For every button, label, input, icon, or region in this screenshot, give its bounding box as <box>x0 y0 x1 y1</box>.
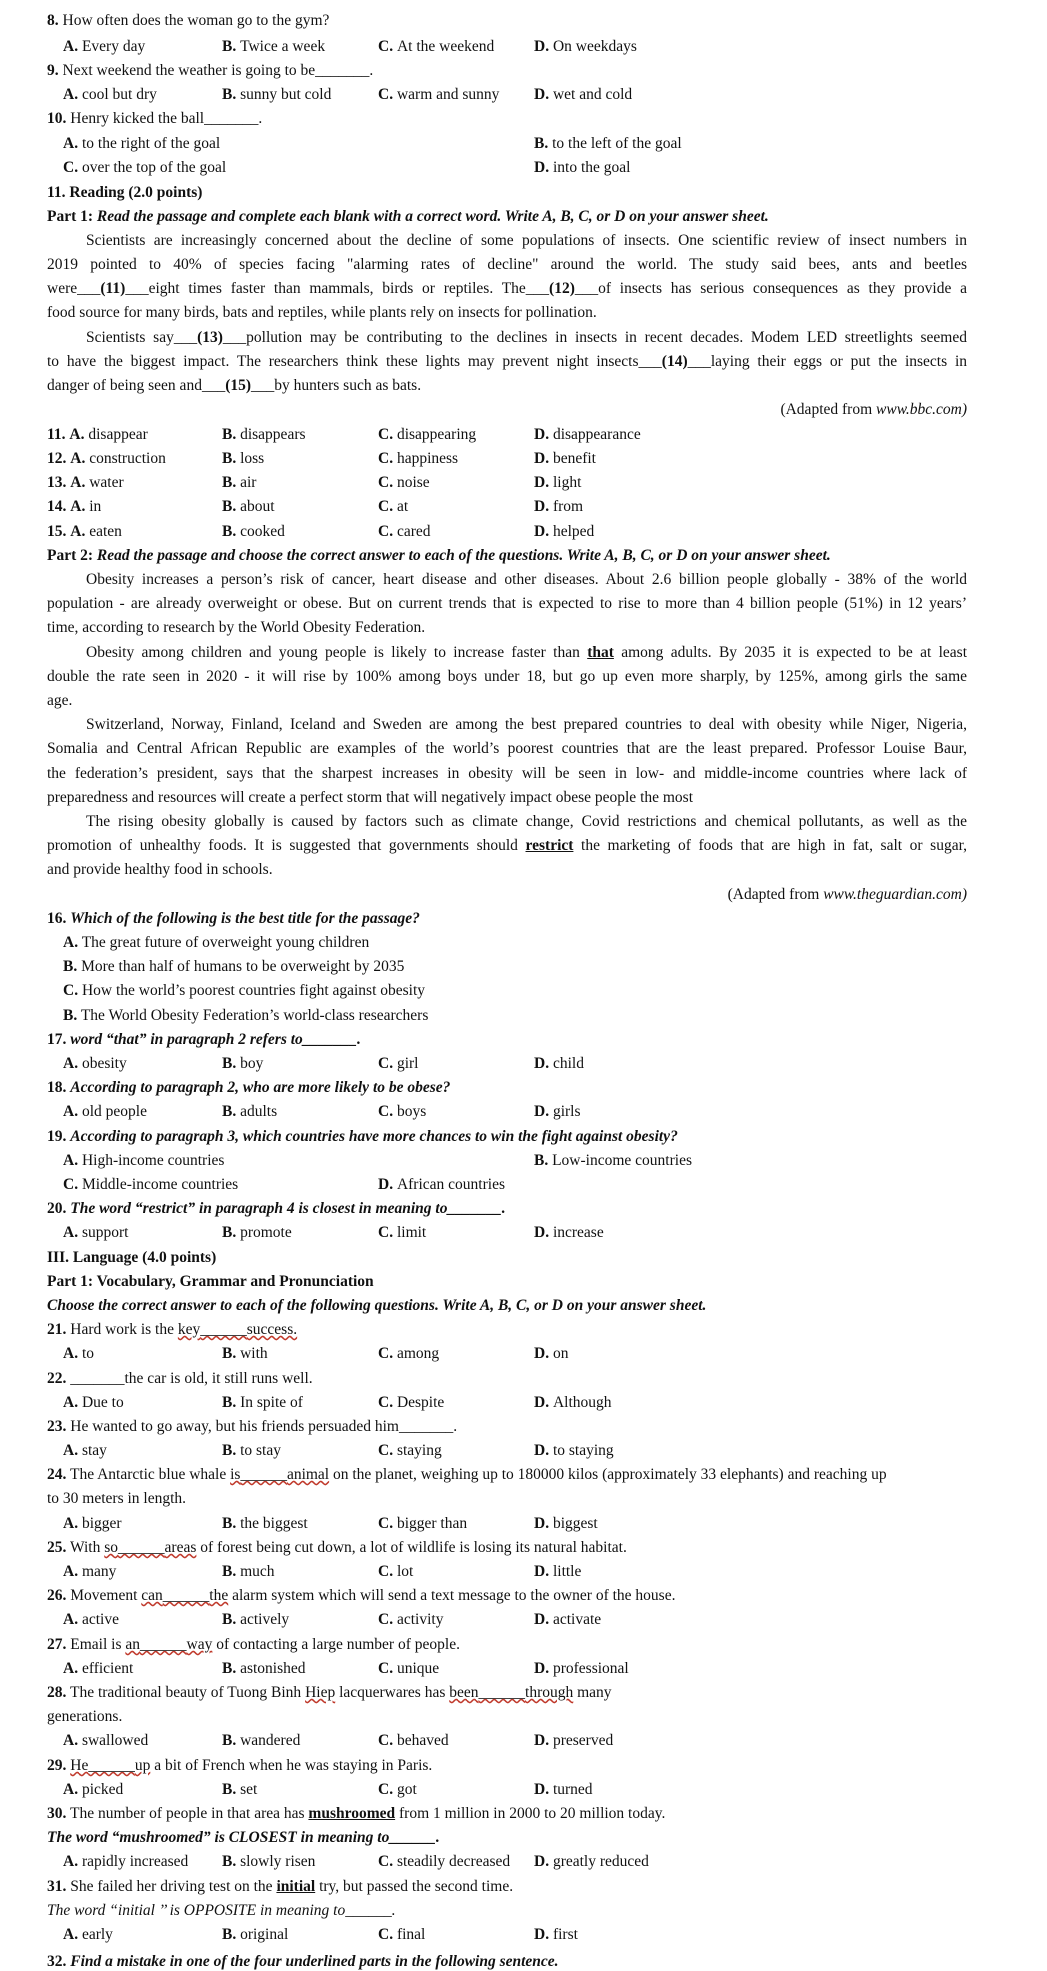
q25-option-b: B. much <box>222 1563 275 1580</box>
q10-option-a: A. to the right of the goal <box>63 135 221 152</box>
q10-option-c: C. over the top of the goal <box>63 159 227 176</box>
q23-option-d: D. to staying <box>534 1442 614 1459</box>
question-23: 23. He wanted to go away, but his friends persuaded him_______. <box>47 1418 458 1435</box>
q11-option-a: 11. A. disappear <box>47 426 148 443</box>
question-30-stem: The word “mushroomed” is CLOSEST in meaning to______. <box>47 1829 440 1846</box>
q12-option-a: 12. A. construction <box>47 450 166 467</box>
q18-option-d: D. girls <box>534 1103 581 1120</box>
q14-option-a: 14. A. in <box>47 498 102 515</box>
question-20: 20. The word “restrict” in paragraph 4 is closest in meaning to_______. <box>47 1200 506 1217</box>
q22-option-c: C. Despite <box>378 1394 445 1411</box>
q20-option-b: B. promote <box>222 1224 292 1241</box>
question-16: 16. Which of the following is the best title for the passage? <box>47 910 420 927</box>
q24-option-d: D. biggest <box>534 1515 598 1532</box>
q27-option-a: A. efficient <box>63 1660 134 1677</box>
passage1-line: danger of being seen and___(15)___by hunters such as bats. <box>47 377 422 394</box>
q21-option-c: C. among <box>378 1345 440 1362</box>
q13-option-a: 13. A. water <box>47 474 124 491</box>
q31-option-a: A. early <box>63 1926 113 1943</box>
q9-option-d: D. wet and cold <box>534 86 633 103</box>
passage2-line: the federation’s president, says that the sharpest increases in obesity will be seen in low- and middle-income countries where lack of <box>47 765 967 782</box>
passage2-line: The rising obesity globally is caused by factors such as climate change, Covid restrictions and chemical pollutants, as well as the <box>86 813 967 830</box>
q23-option-a: A. stay <box>63 1442 107 1459</box>
q30-option-a: A. rapidly increased <box>63 1853 189 1870</box>
passage1-line: 2019 pointed to 40% of species facing "alarming rates of decline" around the world. The study said bees, ants and beetles <box>47 256 967 273</box>
passage2-line: Switzerland, Norway, Finland, Iceland and Sweden are among the best prepared countries to deal with obesity while Niger, Nigeria, <box>86 716 967 733</box>
q17-option-c: C. girl <box>378 1055 419 1072</box>
q18-option-b: B. adults <box>222 1103 278 1120</box>
q29-option-b: B. set <box>222 1781 258 1798</box>
q29-option-d: D. turned <box>534 1781 593 1798</box>
q20-option-a: A. support <box>63 1224 129 1241</box>
q31-option-d: D. first <box>534 1926 578 1943</box>
q13-option-d: D. light <box>534 474 582 491</box>
part1-instruction: Part 1: Read the passage and complete each blank with a correct word. Write A, B, C, or D on your answer sheet. <box>47 208 769 225</box>
language-section-title: III. Language (4.0 points) <box>47 1249 217 1266</box>
question-8: 8. How often does the woman go to the gym? <box>47 12 330 29</box>
question-28-continued: generations. <box>47 1708 123 1725</box>
question-21: 21. Hard work is the key______success. <box>47 1321 298 1338</box>
q15-option-a: 15. A. eaten <box>47 523 122 540</box>
q22-option-a: A. Due to <box>63 1394 124 1411</box>
q29-option-a: A. picked <box>63 1781 124 1798</box>
part2-instruction: Part 2: Read the passage and choose the correct answer to each of the questions. Write A, B, C, or D on your answer sheet. <box>47 547 831 564</box>
passage2-source: (Adapted from www.theguardian.com) <box>727 886 967 903</box>
q9-option-b: B. sunny but cold <box>222 86 332 103</box>
q23-option-c: C. staying <box>378 1442 442 1459</box>
q22-option-b: B. In spite of <box>222 1394 303 1411</box>
q17-option-a: A. obesity <box>63 1055 127 1072</box>
question-18: 18. According to paragraph 2, who are more likely to be obese? <box>47 1079 451 1096</box>
q12-option-b: B. loss <box>222 450 265 467</box>
q8-option-a: A. Every day <box>63 38 146 55</box>
q29-option-c: C. got <box>378 1781 417 1798</box>
passage2-line: preparedness and resources will create a perfect storm that will negatively impact obese people the most <box>47 789 694 806</box>
q14-option-b: B. about <box>222 498 275 515</box>
q12-option-d: D. benefit <box>534 450 596 467</box>
q8-option-d: D. On weekdays <box>534 38 637 55</box>
q23-option-b: B. to stay <box>222 1442 281 1459</box>
q11-option-d: D. disappearance <box>534 426 641 443</box>
q21-option-d: D. on <box>534 1345 569 1362</box>
passage1-line: Scientists are increasingly concerned about the decline of some populations of insects. One scientific review of insect numbers in <box>86 232 967 249</box>
q28-option-d: D. preserved <box>534 1732 614 1749</box>
q24-option-c: C. bigger than <box>378 1515 468 1532</box>
question-29: 29. He______up a bit of French when he was staying in Paris. <box>47 1757 433 1774</box>
reading-section-title: 11. Reading (2.0 points) <box>47 184 203 201</box>
question-10: 10. Henry kicked the ball_______. <box>47 110 263 127</box>
q24-option-a: A. bigger <box>63 1515 122 1532</box>
q30-option-c: C. steadily decreased <box>378 1853 511 1870</box>
q25-option-a: A. many <box>63 1563 117 1580</box>
q26-option-b: B. actively <box>222 1611 290 1628</box>
passage1-line: food source for many birds, bats and reptiles, while plants rely on insects for pollination. <box>47 304 597 321</box>
q31-option-c: C. final <box>378 1926 426 1943</box>
question-19: 19. According to paragraph 3, which countries have more chances to win the fight against obesity? <box>47 1128 678 1145</box>
question-24-continued: to 30 meters in length. <box>47 1490 187 1507</box>
q27-option-d: D. professional <box>534 1660 629 1677</box>
q10-option-d: D. into the goal <box>534 159 631 176</box>
q16-option-c: C. How the world’s poorest countries fight against obesity <box>63 982 426 999</box>
passage2-line: Obesity among children and young people is likely to increase faster than that among adults. By 2035 it is expected to be at least <box>86 644 967 661</box>
q18-option-c: C. boys <box>378 1103 427 1120</box>
passage2-line: population - are already overweight or obese. But on current trends that is expected to rise to more than 4 billion people (51%) in 12 years’ <box>47 595 967 612</box>
q9-option-c: C. warm and sunny <box>378 86 500 103</box>
q26-option-a: A. active <box>63 1611 119 1628</box>
q14-option-d: D. from <box>534 498 584 515</box>
question-24: 24. The Antarctic blue whale is______animal on the planet, weighing up to 180000 kilos (approximately 33 elephants) and reaching up <box>47 1466 887 1483</box>
q22-option-d: D. Although <box>534 1394 612 1411</box>
question-22: 22. _______the car is old, it still runs well. <box>47 1370 313 1387</box>
q16-option-a: A. The great future of overweight young children <box>63 934 370 951</box>
q15-option-c: C. cared <box>378 523 431 540</box>
q27-option-b: B. astonished <box>222 1660 306 1677</box>
q28-option-a: A. swallowed <box>63 1732 149 1749</box>
q15-option-b: B. cooked <box>222 523 285 540</box>
question-30: 30. The number of people in that area has mushroomed from 1 million in 2000 to 20 million today. <box>47 1805 666 1822</box>
q17-option-b: B. boy <box>222 1055 264 1072</box>
q11-option-b: B. disappears <box>222 426 306 443</box>
question-26: 26. Movement can______the alarm system which will send a text message to the owner of the house. <box>47 1587 676 1604</box>
q26-option-c: C. activity <box>378 1611 444 1628</box>
passage2-line: Somalia and Central African Republic are examples of the world’s poorest countries that are the least prepared. Professor Louise Baur, <box>47 740 967 757</box>
passage1-source: (Adapted from www.bbc.com) <box>780 401 967 418</box>
q24-option-b: B. the biggest <box>222 1515 308 1532</box>
q28-option-b: B. wandered <box>222 1732 301 1749</box>
question-28: 28. The traditional beauty of Tuong Binh Hiep lacquerwares has been______through many <box>47 1684 612 1701</box>
q30-option-d: D. greatly reduced <box>534 1853 649 1870</box>
q30-option-b: B. slowly risen <box>222 1853 316 1870</box>
passage2-line: time, according to research by the World Obesity Federation. <box>47 619 426 636</box>
q17-option-d: D. child <box>534 1055 584 1072</box>
question-9: 9. Next weekend the weather is going to be_______. <box>47 62 374 79</box>
q26-option-d: D. activate <box>534 1611 602 1628</box>
q27-option-c: C. unique <box>378 1660 440 1677</box>
underlined-word-restrict: restrict <box>525 837 574 854</box>
q11-option-c: C. disappearing <box>378 426 477 443</box>
passage1-line: Scientists say___(13)___pollution may be contributing to the declines in insects in recent decades. Modem LED streetlights seemed <box>86 329 967 346</box>
question-17: 17. word “that” in paragraph 2 refers to_______. <box>47 1031 361 1048</box>
q10-option-b: B. to the left of the goal <box>534 135 682 152</box>
passage2-line: and provide healthy food in schools. <box>47 861 273 878</box>
q31-option-b: B. original <box>222 1926 289 1943</box>
question-31: 31. She failed her driving test on the initial try, but passed the second time. <box>47 1878 514 1895</box>
language-part1-title: Part 1: Vocabulary, Grammar and Pronunciation <box>47 1273 374 1290</box>
passage2-line: age. <box>47 692 73 709</box>
underlined-word-that: that <box>587 644 614 661</box>
q20-option-d: D. increase <box>534 1224 604 1241</box>
q28-option-c: C. behaved <box>378 1732 449 1749</box>
question-32: 32. Find a mistake in one of the four underlined parts in the following sentence. <box>47 1953 559 1970</box>
q16-option-d: B. The World Obesity Federation’s world-class researchers <box>63 1007 429 1024</box>
q18-option-a: A. old people <box>63 1103 147 1120</box>
q13-option-c: C. noise <box>378 474 430 491</box>
q25-option-c: C. lot <box>378 1563 414 1580</box>
q25-option-d: D. little <box>534 1563 582 1580</box>
q14-option-c: C. at <box>378 498 409 515</box>
q15-option-d: D. helped <box>534 523 595 540</box>
q20-option-c: C. limit <box>378 1224 427 1241</box>
q9-option-a: A. cool but dry <box>63 86 157 103</box>
q8-option-b: B. Twice a week <box>222 38 326 55</box>
q19-option-b: B. Low-income countries <box>534 1152 692 1169</box>
question-27: 27. Email is an______way of contacting a large number of people. <box>47 1636 460 1653</box>
q21-option-a: A. to <box>63 1345 95 1362</box>
passage1-line: to have the biggest impact. The researchers think these lights may prevent night insects___(14)___laying their eggs or put the insects in <box>47 353 967 370</box>
underlined-word-initial: initial <box>276 1878 316 1895</box>
passage2-line: promotion of unhealthy foods. It is suggested that governments should restrict the marketing of foods that are high in fat, salt or sugar, <box>47 837 967 854</box>
passage1-line: were___(11)___eight times faster than mammals, birds or reptiles. The___(12)___of insects has serious consequences as they provide a <box>47 280 967 297</box>
underlined-word-mushroomed: mushroomed <box>308 1805 396 1822</box>
q8-option-c: C. At the weekend <box>378 38 495 55</box>
question-25: 25. With so______areas of forest being cut down, a lot of wildlife is losing its natural habitat. <box>47 1539 627 1556</box>
q21-option-b: B. with <box>222 1345 268 1362</box>
passage2-line: double the rate seen in 2020 - it will rise by 100% among boys under 18, but go up even more sharply, by 125%, among girls the same <box>47 668 967 685</box>
q19-option-a: A. High-income countries <box>63 1152 225 1169</box>
language-instruction: Choose the correct answer to each of the following questions. Write A, B, C, or D on your answer sheet. <box>47 1297 707 1314</box>
q16-option-b: B. More than half of humans to be overweight by 2035 <box>63 958 405 975</box>
q13-option-b: B. air <box>222 474 257 491</box>
q12-option-c: C. happiness <box>378 450 459 467</box>
q19-option-c: C. Middle-income countries <box>63 1176 239 1193</box>
question-31-stem: The word “initial ’’ is OPPOSITE in meaning to______. <box>47 1902 396 1919</box>
passage2-line: Obesity increases a person’s risk of cancer, heart disease and other diseases. About 2.6 billion people globally - 38% of the world <box>86 571 967 588</box>
q19-option-d: D. African countries <box>378 1176 505 1193</box>
